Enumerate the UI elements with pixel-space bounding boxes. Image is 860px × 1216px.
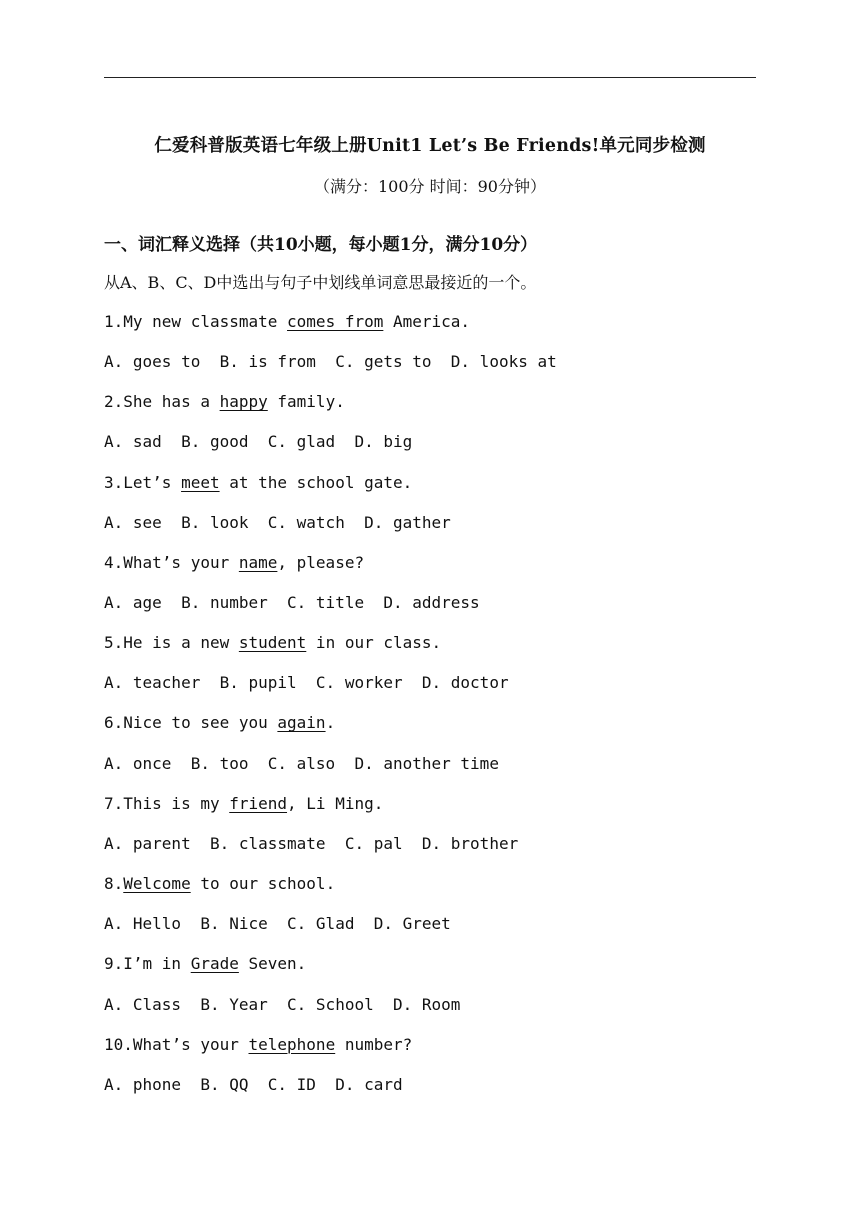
question-underlined-word: Welcome <box>123 874 191 894</box>
question-options: A. phone B. QQ C. ID D. card <box>104 1074 403 1094</box>
question-item <box>104 952 756 1032</box>
question-text-before: My new classmate <box>123 312 288 331</box>
question-text-before: I’m in <box>123 954 191 974</box>
question-number: 9. <box>104 954 124 974</box>
document-subtitle: （满分：100分 时间：90分钟） <box>314 177 546 196</box>
question-options: A. Hello B. Nice C. Glad D. Greet <box>104 914 451 934</box>
question-text-before: He is a new <box>123 633 239 653</box>
question-underlined-word: meet <box>181 472 220 492</box>
question-item <box>104 711 756 791</box>
question-text-after: , please? <box>277 552 365 572</box>
question-item <box>104 471 756 551</box>
question-stem <box>104 711 756 751</box>
question-text-after: America. <box>383 312 471 331</box>
question-number: 4. <box>104 552 124 572</box>
question-number: 1. <box>104 312 124 331</box>
question-text-before: Nice to see you <box>123 713 278 733</box>
question-text-after: , Li Ming. <box>287 793 384 813</box>
question-text-after: to our school. <box>190 874 336 894</box>
question-text-after: at the school gate. <box>219 472 413 492</box>
question-stem <box>104 390 756 430</box>
question-stem <box>104 792 756 832</box>
question-options: A. see B. look C. watch D. gather <box>104 512 451 532</box>
question-stem <box>104 1033 756 1073</box>
question-options: A. sad B. good C. glad D. big <box>104 432 413 452</box>
question-underlined-word: happy <box>219 392 268 412</box>
question-underlined-word: friend <box>229 793 288 813</box>
header-rule <box>104 77 756 78</box>
question-underlined-word: student <box>238 633 307 653</box>
question-stem <box>104 551 756 591</box>
question-text-before: What’s your <box>132 1034 249 1054</box>
question-stem <box>104 310 756 350</box>
question-text-after: in our class. <box>306 633 442 653</box>
question-number: 5. <box>104 633 124 653</box>
question-text-before: She has a <box>123 392 220 412</box>
question-text-before: What’s your <box>123 552 239 572</box>
question-text-after: Seven. <box>238 954 307 974</box>
question-number: 8. <box>104 874 124 894</box>
question-underlined-word: again <box>277 713 326 733</box>
question-underlined-word: Grade <box>190 954 239 974</box>
question-options: A. goes to B. is from C. gets to D. looks at <box>104 352 557 372</box>
question-text-after: . <box>325 713 336 733</box>
question-stem <box>104 872 756 912</box>
question-stem <box>104 952 756 992</box>
question-options: A. parent B. classmate C. pal D. brother <box>104 833 519 853</box>
question-text-before: This is my <box>123 793 230 813</box>
section-heading: 一、词汇释义选择（共10小题，每小题1分，满分10分） <box>104 235 538 255</box>
question-item <box>104 310 756 390</box>
question-item <box>104 792 756 872</box>
question-underlined-word: comes from <box>287 312 384 331</box>
question-item <box>104 872 756 952</box>
question-number: 10. <box>104 1034 133 1054</box>
question-number: 7. <box>104 793 124 813</box>
question-underlined-word: telephone <box>248 1034 336 1054</box>
question-number: 6. <box>104 713 124 733</box>
question-options: A. teacher B. pupil C. worker D. doctor <box>104 673 509 693</box>
question-options: A. Class B. Year C. School D. Room <box>104 994 461 1014</box>
question-item <box>104 631 756 711</box>
question-number: 3. <box>104 472 124 492</box>
question-underlined-word: name <box>238 552 278 572</box>
question-stem <box>104 471 756 511</box>
section-instruction: 从A、B、C、D中选出与句子中划线单词意思最接近的一个。 <box>104 273 537 292</box>
question-number: 2. <box>104 392 124 412</box>
question-item <box>104 1033 756 1113</box>
document-title: 仁爱科普版英语七年级上册Unit1 Let’s Be Friends!单元同步检测 <box>154 136 706 156</box>
question-stem <box>104 631 756 671</box>
question-options: A. once B. too C. also D. another time <box>104 753 499 773</box>
question-text-after: family. <box>267 392 345 412</box>
question-options: A. age B. number C. title D. address <box>104 593 480 613</box>
question-item <box>104 390 756 470</box>
question-list <box>104 310 756 1113</box>
question-item <box>104 551 756 631</box>
question-text-after: number? <box>335 1034 413 1054</box>
question-text-before: Let’s <box>123 472 182 492</box>
